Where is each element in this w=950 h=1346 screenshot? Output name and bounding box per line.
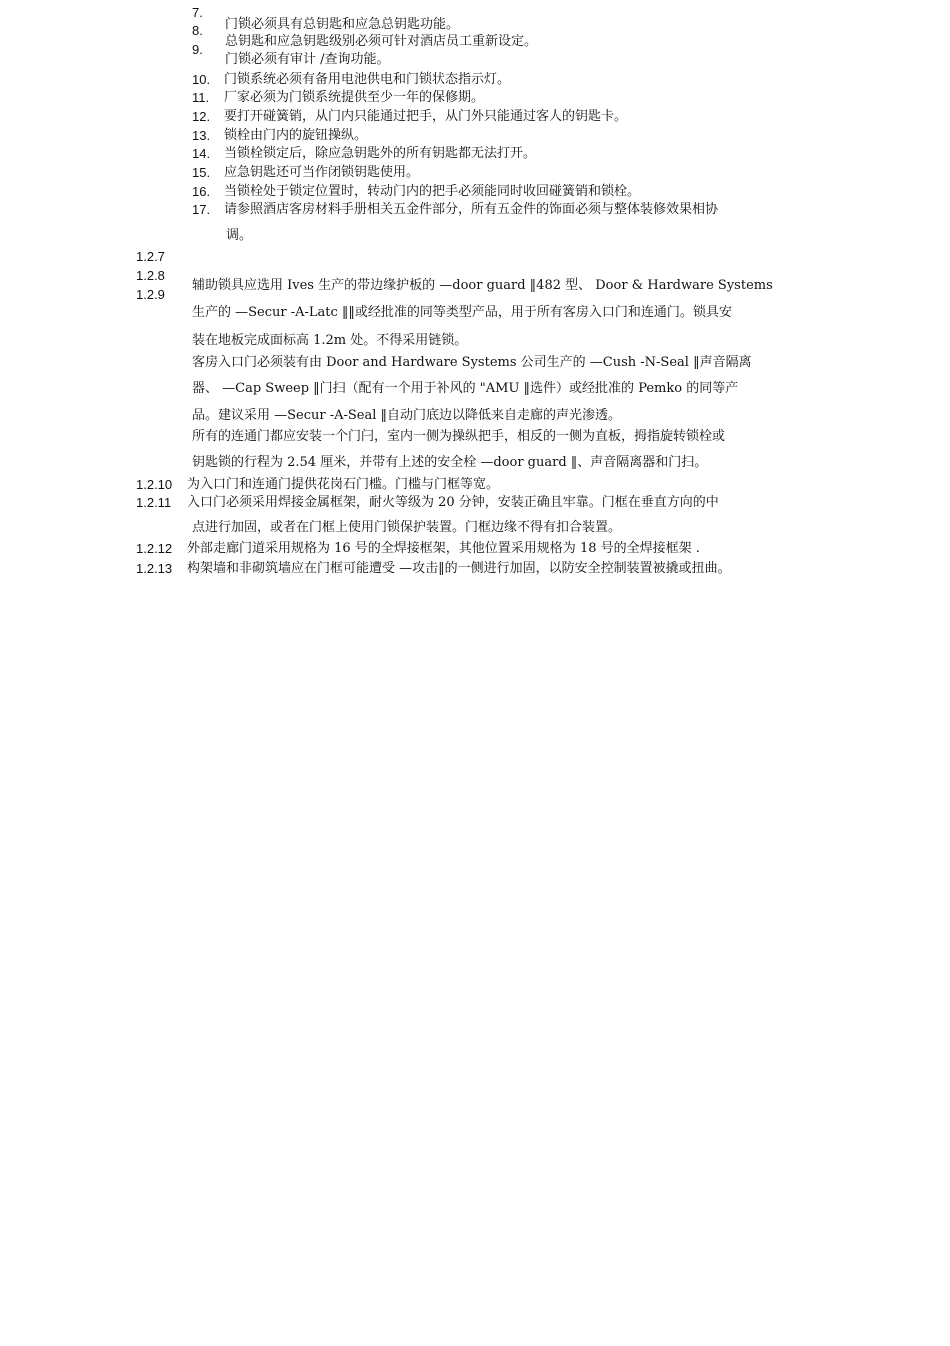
paragraph-1-2-9-line-1: 客房入口门必须装有由 Door and Hardware Systems 公司生产的 —Cush -N-Seal ‖声音隔离 <box>192 355 752 370</box>
list-number-9: 9. <box>192 42 203 57</box>
list-item-16: 当锁栓处于锁定位置时，转动门内的把手必须能同时收回碰簧销和锁栓。 <box>224 184 641 199</box>
list-number-11: 11. <box>192 90 210 105</box>
list-item-12: 要打开碰簧销，从门内只能通过把手，从门外只能通过客人的钥匙卡。 <box>224 109 628 124</box>
paragraph-connecting-doors-line-1: 所有的连通门都应安装一个门闩，室内一侧为操纵把手，相反的一侧为直板，拇指旋转锁栓或 <box>192 429 726 444</box>
list-number-8: 8. <box>192 23 203 38</box>
list-item-9: 总钥匙和应急钥匙级别必须可针对酒店员工重新设定。 <box>225 34 538 49</box>
paragraph-1-2-10: 为入口门和连通门提供花岗石门槛。门槛与门框等宽。 <box>187 477 500 492</box>
paragraph-1-2-12: 外部走廊门道采用规格为 16 号的全焊接框架，其他位置采用规格为 18 号的全焊接框架 . <box>187 541 700 556</box>
paragraph-1-2-8-line-2: 生产的 —Secur -A-Latc ‖‖或经批准的同等类型产品，用于所有客房入口门和连通门。锁具安 <box>192 305 732 320</box>
paragraph-1-2-13: 构架墙和非砌筑墙应在门框可能遭受 —攻击‖的一侧进行加固，以防安全控制装置被撬或扭曲。 <box>187 561 731 576</box>
paragraph-1-2-11-line-1: 入口门必须采用焊接金属框架，耐火等级为 20 分钟，安装正确且牢靠。门框在垂直方向的中 <box>187 495 719 510</box>
list-item-9-cont: 门锁必须有审计 /查询功能。 <box>225 52 390 67</box>
list-item-17-cont: 调。 <box>226 228 253 243</box>
list-item-10: 门锁系统必须有备用电池供电和门锁状态指示灯。 <box>224 72 511 87</box>
section-number-1-2-8: 1.2.8 <box>136 268 165 283</box>
list-number-16: 16. <box>192 184 211 199</box>
section-number-1-2-11: 1.2.11 <box>136 495 172 510</box>
list-item-14: 当锁栓锁定后，除应急钥匙外的所有钥匙都无法打开。 <box>224 146 537 161</box>
paragraph-1-2-8-line-1: 辅助锁具应选用 Ives 生产的带边缘护板的 —door guard ‖482 型、 Door & Hardware Systems <box>192 278 773 293</box>
list-number-15: 15. <box>192 165 211 180</box>
paragraph-1-2-8-line-3: 装在地板完成面标高 1.2m 处。不得采用链锁。 <box>192 333 468 348</box>
list-number-13: 13. <box>192 128 211 143</box>
section-number-1-2-10: 1.2.10 <box>136 477 173 492</box>
section-number-1-2-7: 1.2.7 <box>136 249 165 264</box>
list-number-12: 12. <box>192 109 211 124</box>
paragraph-connecting-doors-line-2: 钥匙锁的行程为 2.54 厘米，并带有上述的安全栓 —door guard ‖、声音隔离器和门扫。 <box>192 455 708 470</box>
list-item-13: 锁栓由门内的旋钮操纵。 <box>224 128 368 143</box>
list-item-11: 厂家必须为门锁系统提供至少一年的保修期。 <box>224 90 485 105</box>
paragraph-1-2-9-line-3: 品。建议采用 —Secur -A-Seal ‖自动门底边以降低来自走廊的声光渗透。 <box>192 408 622 423</box>
list-number-7: 7. <box>192 5 203 20</box>
list-number-10: 10. <box>192 72 211 87</box>
paragraph-1-2-9-line-2: 器、 —Cap Sweep ‖门扫（配有一个用于补风的 "AMU ‖选件）或经批准的 Pemko 的同等产 <box>192 381 739 396</box>
list-item-17: 请参照酒店客房材料手册相关五金件部分，所有五金件的饰面必须与整体装修效果相协 <box>224 202 719 217</box>
section-number-1-2-12: 1.2.12 <box>136 541 173 556</box>
list-number-14: 14. <box>192 146 211 161</box>
list-item-8: 门锁必须具有总钥匙和应急总钥匙功能。 <box>225 17 460 32</box>
paragraph-1-2-11-line-2: 点进行加固，或者在门框上使用门锁保护装置。门框边缘不得有扣合装置。 <box>192 520 622 535</box>
list-number-17: 17. <box>192 202 211 217</box>
section-number-1-2-9: 1.2.9 <box>136 287 165 302</box>
section-number-1-2-13: 1.2.13 <box>136 561 173 576</box>
list-item-15: 应急钥匙还可当作闭锁钥匙使用。 <box>224 165 420 180</box>
